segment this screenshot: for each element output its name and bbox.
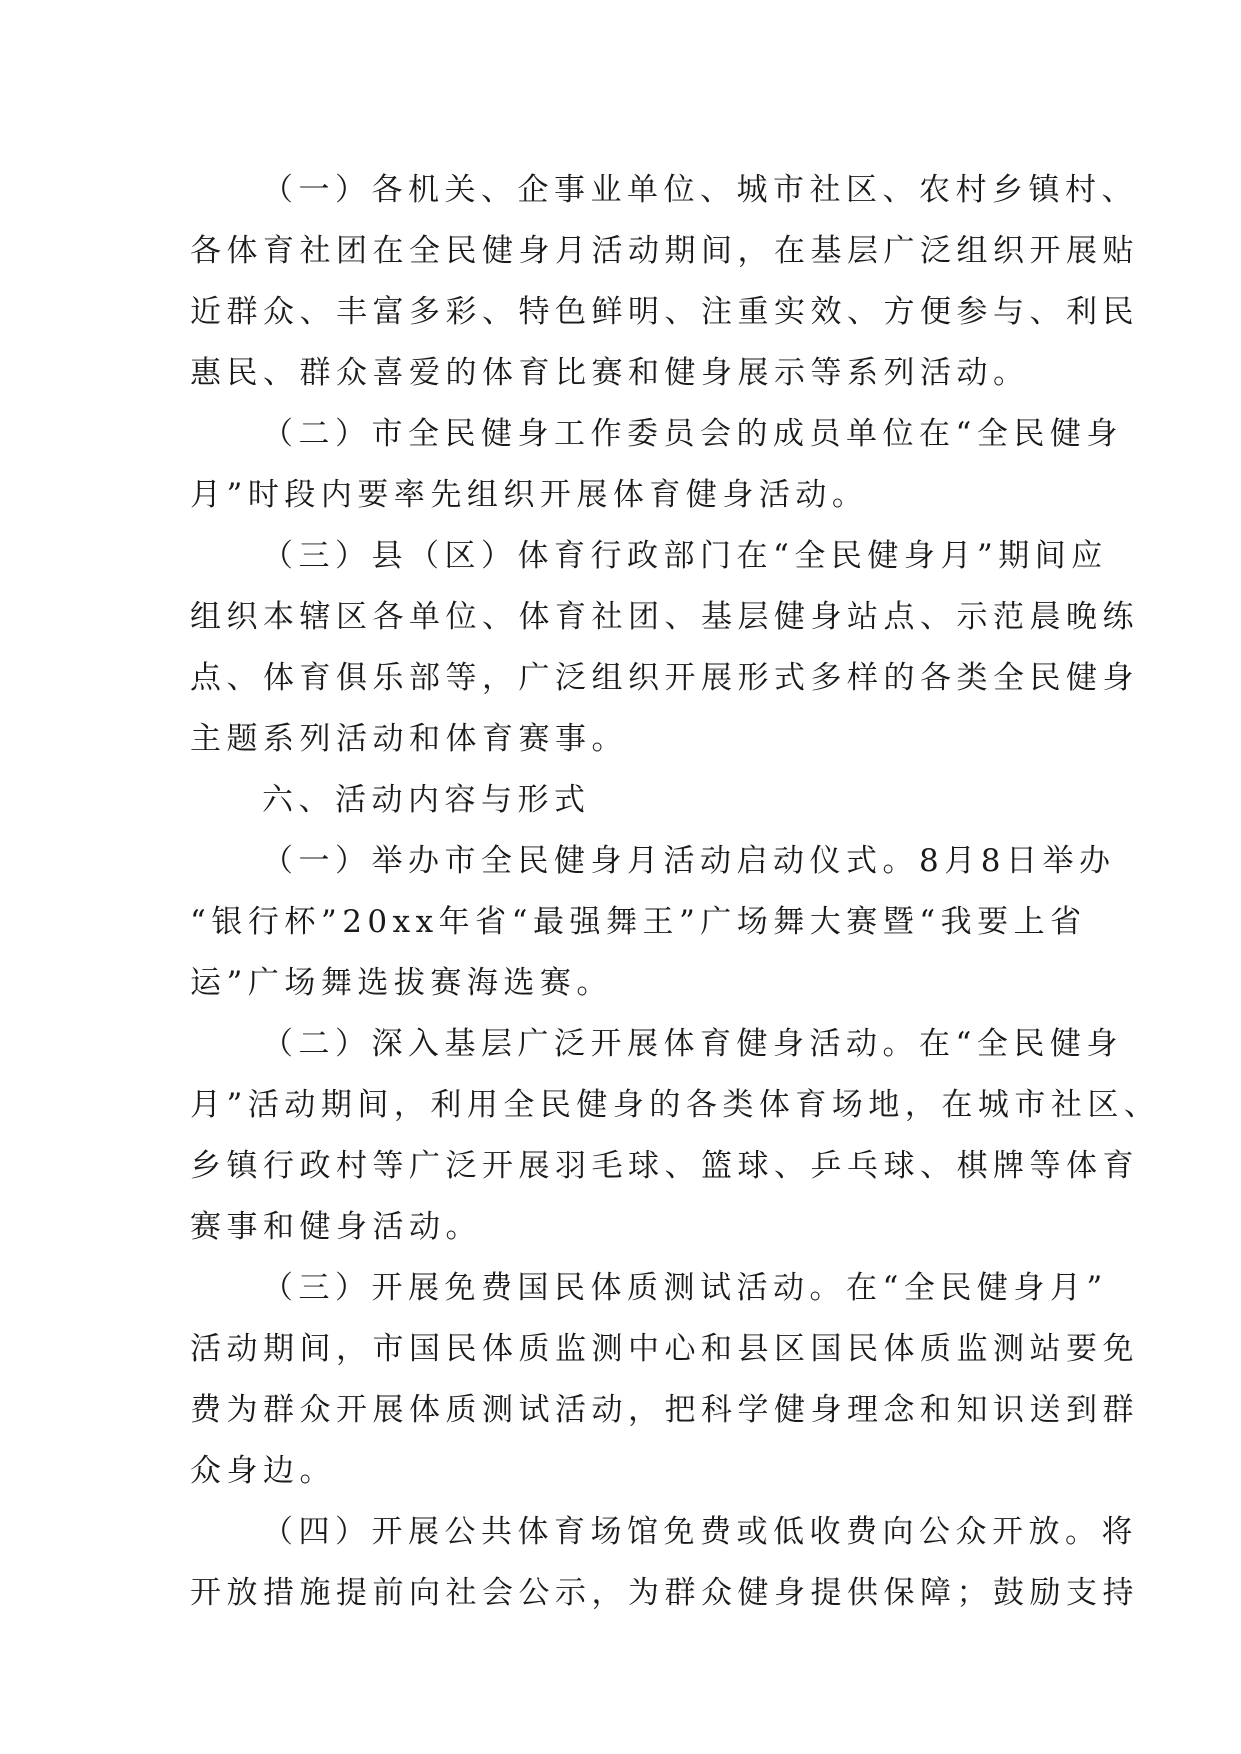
text-line: （四）开展公共体育场馆免费或低收费向公众开放。将 [262,1514,1138,1550]
text-line: 各体育社团在全民健身月活动期间，在基层广泛组织开展贴 [190,233,1139,269]
text-line: 众身边。 [190,1453,336,1489]
text-line: （三）开展免费国民体质测试活动。在“全民健身月” [262,1270,1108,1306]
text-line: 近群众、丰富多彩、特色鲜明、注重实效、方便参与、利民 [190,294,1139,330]
text-line: 组织本辖区各单位、体育社团、基层健身站点、示范晨晚练 [190,599,1139,635]
text-line: 开放措施提前向社会公示，为群众健身提供保障；鼓励支持 [190,1575,1139,1611]
text-line: 六、活动内容与形式 [262,782,591,818]
text-line: 费为群众开展体质测试活动，把科学健身理念和知识送到群 [190,1392,1139,1428]
text-line: （二）深入基层广泛开展体育健身活动。在“全民健身 [262,1026,1123,1062]
text-line: 运”广场舞选拔赛海选赛。 [190,965,613,1001]
text-line: 惠民、群众喜爱的体育比赛和健身展示等系列活动。 [190,355,1030,391]
text-line: 月”时段内要率先组织开展体育健身活动。 [190,477,869,513]
document-body [190,160,1161,1624]
text-line: （一）举办市全民健身月活动启动仪式。8月8日举办 [262,843,1116,879]
text-line: 活动期间，市国民体质监测中心和县区国民体质监测站要免 [190,1331,1139,1367]
text-line: （一）各机关、企事业单位、城市社区、农村乡镇村、 [262,172,1138,208]
text-line: （二）市全民健身工作委员会的成员单位在“全民健身 [262,416,1123,452]
text-line: 主题系列活动和体育赛事。 [190,721,628,757]
text-line: 点、体育俱乐部等，广泛组织开展形式多样的各类全民健身 [190,660,1139,696]
text-line: 赛事和健身活动。 [190,1209,482,1245]
text-line: “银行杯”20xx年省“最强舞王”广场舞大赛暨“我要上省 [190,904,1087,940]
text-line: （三）县（区）体育行政部门在“全民健身月”期间应 [262,538,1108,574]
text-line: 月”活动期间，利用全民健身的各类体育场地，在城市社区、 [190,1087,1161,1123]
text-line: 乡镇行政村等广泛开展羽毛球、篮球、乒乓球、棋牌等体育 [190,1148,1139,1184]
